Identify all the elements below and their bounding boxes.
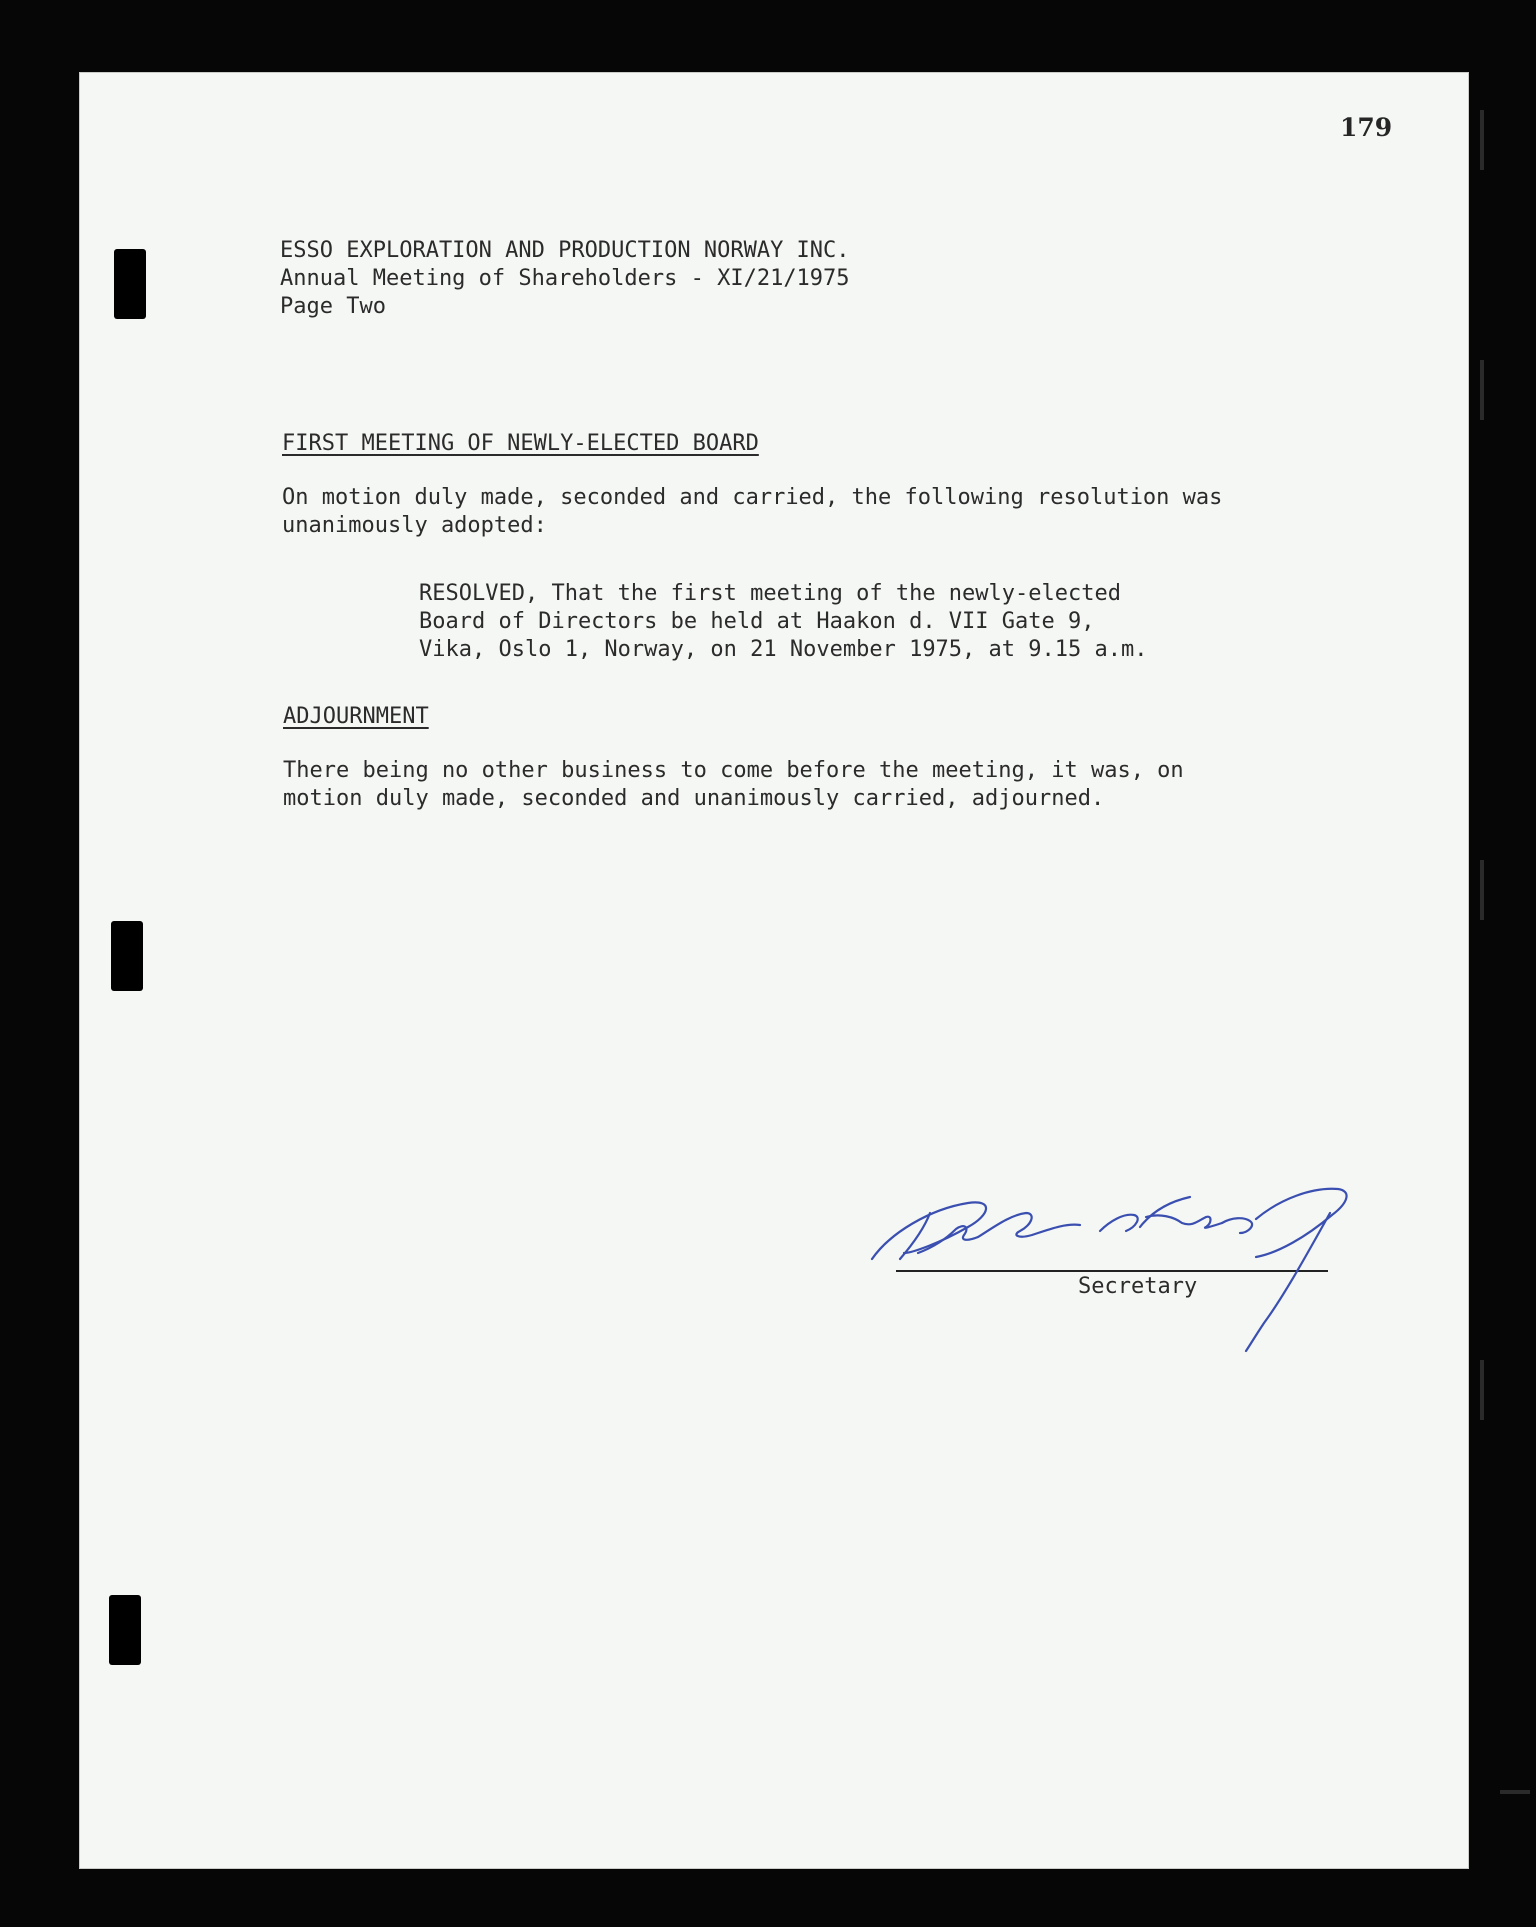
- handwritten-signature: [860, 1183, 1400, 1373]
- resolution-line-2: Board of Directors be held at Haakon d. VII Gate 9,: [419, 609, 1095, 634]
- page-number: 179: [1340, 113, 1393, 142]
- binder-hole-top: [114, 249, 146, 319]
- board-intro-line-2: unanimously adopted:: [282, 513, 547, 538]
- signature-title: Secretary: [1078, 1274, 1198, 1299]
- section-heading-adjournment: ADJOURNMENT: [283, 704, 429, 729]
- document-page: [80, 73, 1468, 1868]
- scan-edge-mark: [1500, 1790, 1530, 1794]
- header-meeting: Annual Meeting of Shareholders - XI/21/1975: [280, 266, 850, 291]
- adjournment-line-1: There being no other business to come before the meeting, it was, on: [283, 758, 1184, 783]
- board-intro-line-1: On motion duly made, seconded and carried, the following resolution was: [282, 485, 1223, 510]
- scan-edge-mark: [1480, 1360, 1484, 1420]
- scan-edge-mark: [1480, 860, 1484, 920]
- resolution-line-1: RESOLVED, That the first meeting of the newly-elected: [419, 581, 1121, 606]
- header-page-label: Page Two: [280, 294, 386, 319]
- scan-edge-mark: [1480, 110, 1484, 170]
- adjournment-line-2: motion duly made, seconded and unanimously carried, adjourned.: [283, 786, 1105, 811]
- section-heading-board: FIRST MEETING OF NEWLY-ELECTED BOARD: [282, 431, 759, 456]
- scan-edge-mark: [1480, 360, 1484, 420]
- resolution-line-3: Vika, Oslo 1, Norway, on 21 November 1975, at 9.15 a.m.: [419, 637, 1148, 662]
- header-company: ESSO EXPLORATION AND PRODUCTION NORWAY INC.: [280, 238, 850, 263]
- binder-hole-middle: [111, 921, 143, 991]
- binder-hole-bottom: [109, 1595, 141, 1665]
